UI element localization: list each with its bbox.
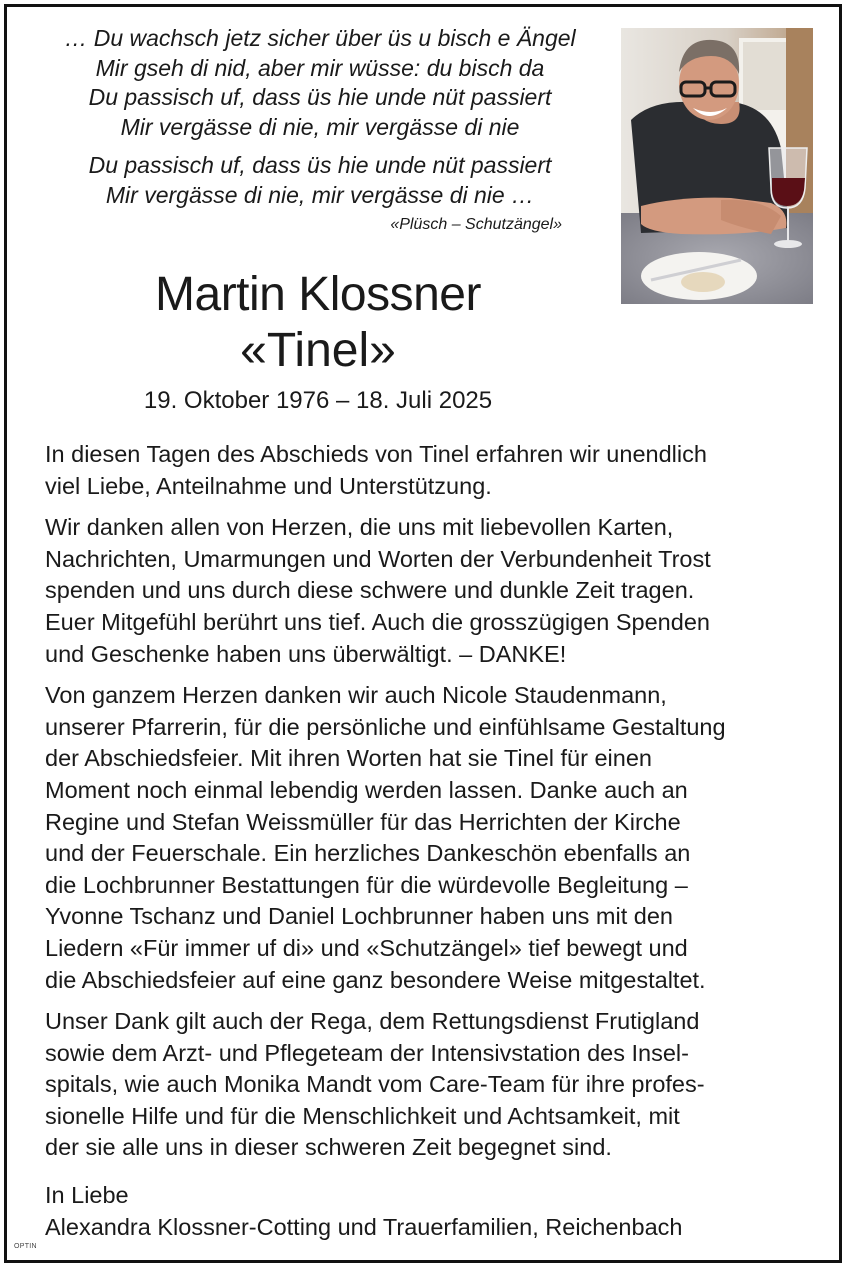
- closing-phrase: In Liebe: [45, 1182, 129, 1208]
- poem-line: Mir vergässe di nie, mir vergässe di nie …: [105, 181, 535, 208]
- text-line: spitals, wie auch Monika Mandt vom Care-Team für ihre profes-: [45, 1071, 705, 1098]
- text-line: die Abschiedsfeier auf eine ganz besondere Weise mitgestaltet.: [45, 966, 706, 993]
- text-line: Euer Mitgefühl berührt uns tief. Auch die grosszügigen Spenden: [45, 608, 710, 635]
- poem-line: Mir gseh di nid, aber mir wüsse: du bisch da: [95, 54, 545, 81]
- text-line: Von ganzem Herzen danken wir auch Nicole Staudenmann,: [45, 682, 667, 709]
- portrait-photo: [621, 28, 813, 304]
- signoff: [45, 1180, 815, 1243]
- text-line: viel Liebe, Anteilnahme und Unterstützung.: [45, 472, 492, 499]
- text-line: Nachrichten, Umarmungen und Worten der Verbundenheit Trost: [45, 545, 711, 572]
- paragraph: [45, 680, 815, 996]
- text-line: In diesen Tagen des Abschieds von Tinel erfahren wir unendlich: [45, 441, 707, 467]
- imprint-mark: OPTIN: [14, 1243, 37, 1250]
- thanks-text: [45, 439, 815, 1174]
- poem: [40, 24, 600, 219]
- life-dates: 19. Oktober 1976 – 18. Juli 2025: [143, 387, 493, 414]
- poem-stanza: [40, 151, 600, 210]
- text-line: Unser Dank gilt auch der Rega, dem Rettungsdienst Frutigland: [45, 1008, 700, 1035]
- text-line: Yvonne Tschanz und Daniel Lochbrunner haben uns mit den: [45, 903, 673, 930]
- deceased-nickname: «Tinel»: [240, 324, 396, 377]
- poem-line: Mir vergässe di nie, mir vergässe di nie: [120, 113, 520, 140]
- text-line: spenden und uns durch diese schwere und dunkle Zeit tragen.: [45, 577, 695, 604]
- text-line: Regine und Stefan Weissmüller für das Herrichten der Kirche: [45, 808, 681, 835]
- poem-source: «Plüsch – Schutzängel»: [390, 216, 562, 233]
- deceased-name: Martin Klossner: [155, 268, 481, 321]
- text-line: Moment noch einmal lebendig werden lassen. Danke auch an: [45, 776, 688, 803]
- text-line: sowie dem Arzt- und Pflegeteam der Intensivstation des Insel-: [45, 1039, 689, 1066]
- text-line: sionelle Hilfe und für die Menschlichkeit und Achtsamkeit, mit: [45, 1102, 680, 1129]
- paragraph: [45, 1006, 815, 1164]
- poem-line: Du passisch uf, dass üs hie unde nüt passiert: [88, 84, 552, 110]
- poem-line: … Du wachsch jetz sicher über üs u bisch e Ängel: [64, 25, 576, 51]
- poem-line: Du passisch uf, dass üs hie unde nüt passiert: [88, 152, 552, 178]
- text-line: der Abschiedsfeier. Mit ihren Worten hat sie Tinel für einen: [45, 745, 652, 772]
- paragraph: [45, 512, 815, 670]
- text-line: und Geschenke haben uns überwältigt. – DANKE!: [45, 640, 567, 667]
- text-line: Liedern «Für immer uf di» und «Schutzängel» tief bewegt und: [45, 934, 688, 961]
- text-line: unserer Pfarrerin, für die persönliche und einfühlsame Gestaltung: [45, 713, 726, 740]
- paragraph: [45, 439, 815, 502]
- text-line: und der Feuerschale. Ein herzliches Dankeschön ebenfalls an: [45, 840, 691, 867]
- signers: Alexandra Klossner-Cotting und Trauerfamilien, Reichenbach: [45, 1213, 683, 1240]
- text-line: Wir danken allen von Herzen, die uns mit liebevollen Karten,: [45, 514, 674, 541]
- text-line: die Lochbrunner Bestattungen für die würdevolle Begleitung –: [45, 871, 688, 898]
- text-line: der sie alle uns in dieser schweren Zeit begegnet sind.: [45, 1134, 612, 1161]
- poem-stanza: [40, 24, 600, 142]
